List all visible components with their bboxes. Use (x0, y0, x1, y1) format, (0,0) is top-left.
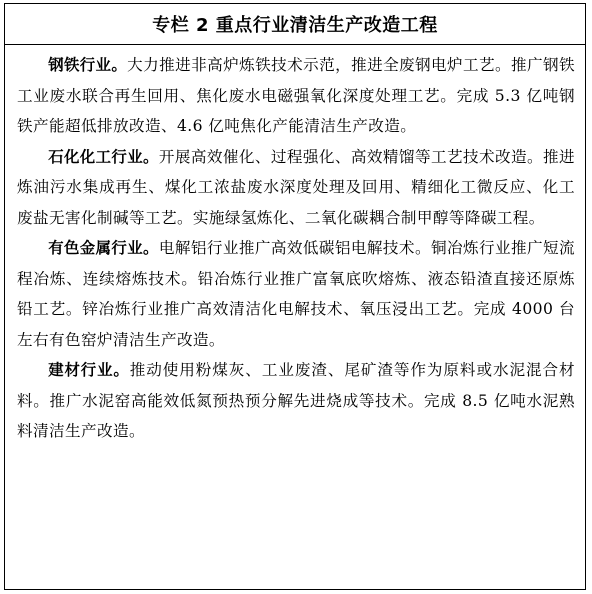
section-steel-text: 大力推进非高炉炼铁技术示范，推进全废钢电炉工艺。推广钢铁工业废水联合再生回用、焦化废水电磁强氧化深度处理工艺。完成 5.3 亿吨钢铁产能超低排放改造、4.6 亿吨焦化产能清洁生产改造。 (17, 56, 575, 135)
column-content (5, 45, 585, 447)
section-nonferrous-text: 电解铝行业推广高效低碳铝电解技术。铜冶炼行业推广短流程冶炼、连续熔炼技术。铅冶炼行业推广富氧底吹熔炼、液态铅渣直接还原炼铅工艺。锌冶炼行业推广高效清洁化电解技术、氧压浸出工艺。完成 4000 台左右有色窑炉清洁生产改造。 (17, 239, 575, 349)
section-building-materials-text: 推动使用粉煤灰、工业废渣、尾矿渣等作为原料或水泥混合材料。推广水泥窑高能效低氮预热预分解先进烧成等技术。完成 8.5 亿吨水泥熟料清洁生产改造。 (17, 361, 575, 440)
section-building-materials-heading: 建材行业。 (48, 361, 130, 379)
section-petrochemical (17, 142, 575, 234)
column-box (4, 3, 586, 590)
section-steel (17, 50, 575, 142)
column-title-row (5, 4, 585, 45)
section-nonferrous (17, 233, 575, 355)
section-petrochemical-heading: 石化化工行业。 (48, 147, 159, 166)
section-nonferrous-heading: 有色金属行业。 (48, 239, 159, 257)
section-steel-heading: 钢铁行业。 (48, 56, 128, 74)
section-building-materials (17, 355, 575, 447)
section-petrochemical-text: 开展高效催化、过程强化、高效精馏等工艺技术改造。推进炼油污水集成再生、煤化工浓盐废水深度处理及回用、精细化工微反应、化工废盐无害化制碱等工艺。实施绿氢炼化、二氧化碳耦合制甲醇等降碳工程。 (17, 147, 575, 227)
column-title: 专栏 2 重点行业清洁生产改造工程 (152, 15, 438, 36)
